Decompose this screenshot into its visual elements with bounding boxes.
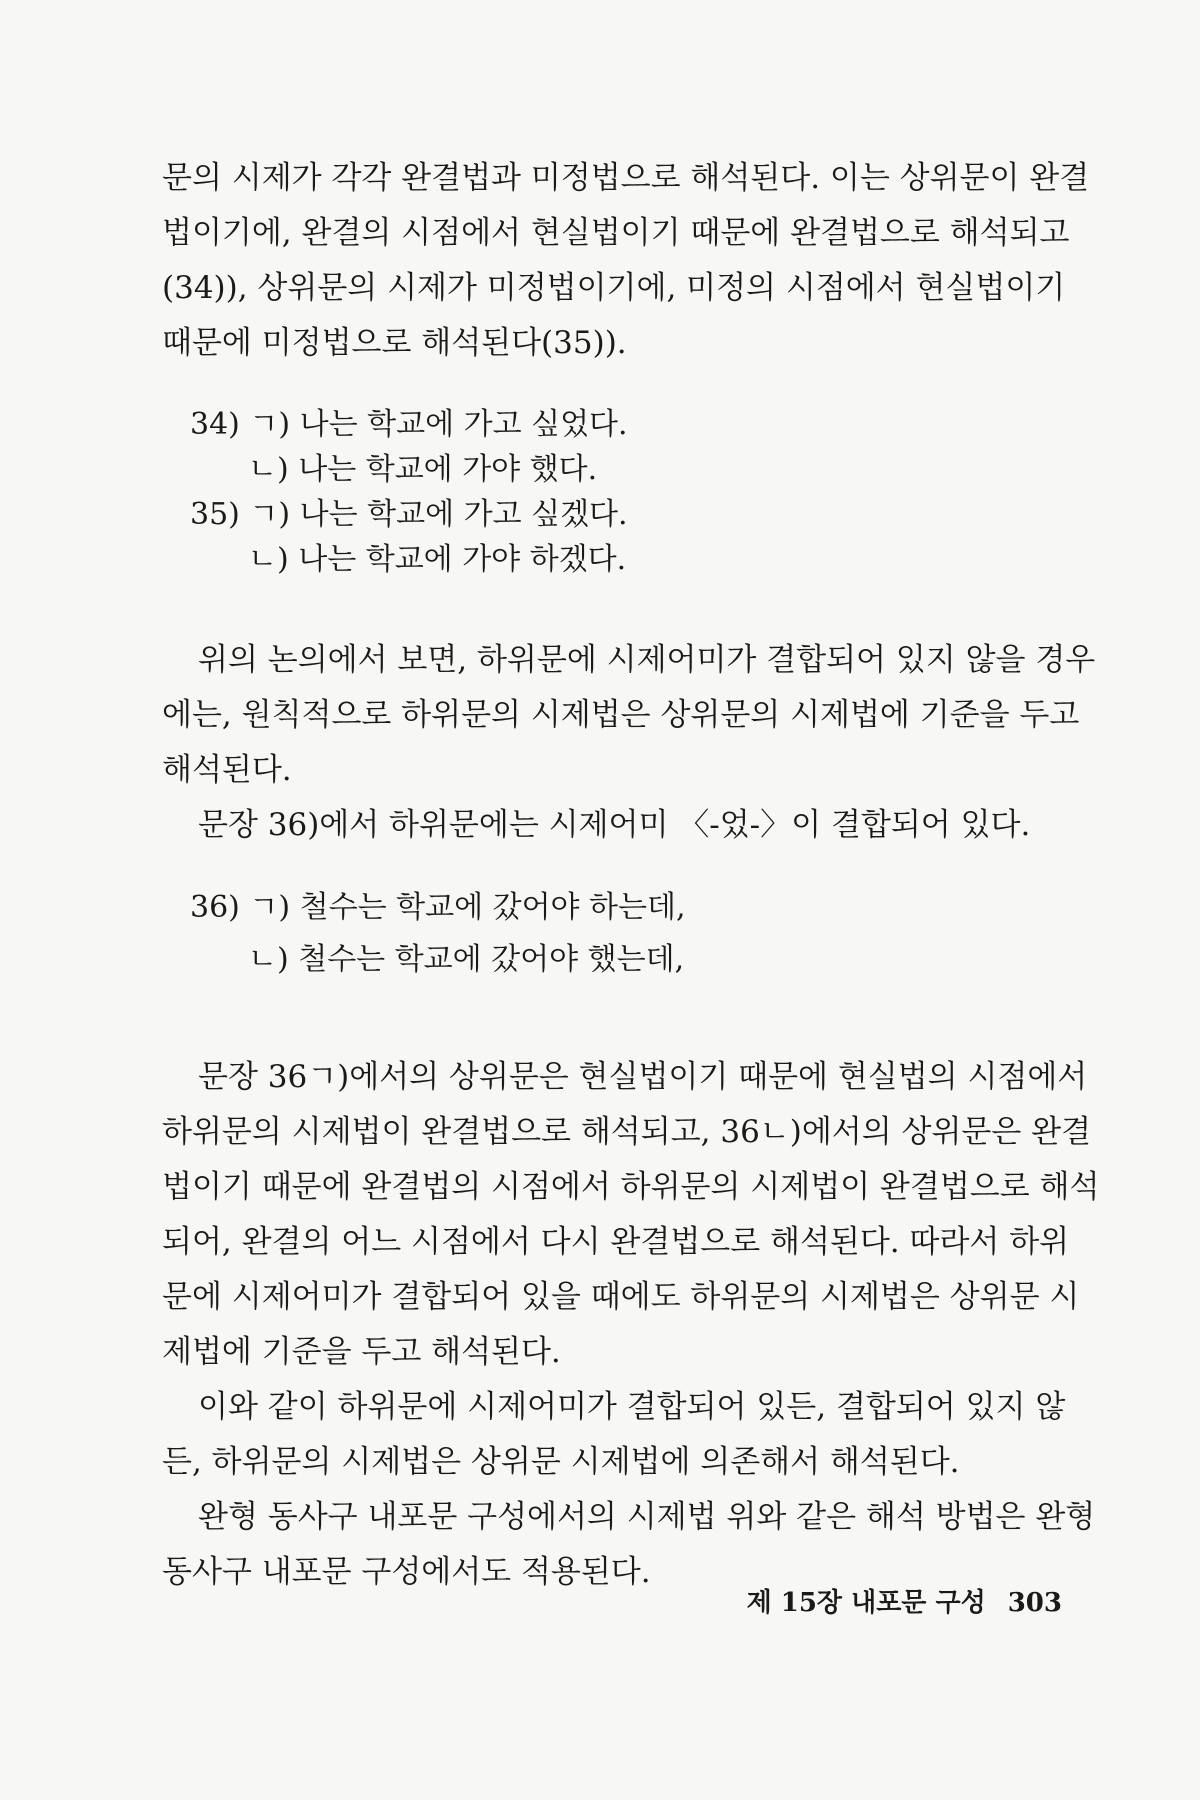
page-number: 303 xyxy=(1007,1588,1062,1618)
text-line: 법이기 때문에 완결법의 시점에서 하위문의 시제법이 완결법으로 해석 xyxy=(162,1169,1100,1205)
text-line: 문장 36ㄱ)에서의 상위문은 현실법이기 때문에 현실법의 시점에서 xyxy=(198,1059,1088,1095)
text-line: 때문에 미정법으로 해석된다(35)). xyxy=(162,325,627,361)
text-line: 문의 시제가 각각 완결법과 미정법으로 해석된다. 이는 상위문이 완결 xyxy=(162,160,1090,196)
chapter-title: 제 15장 내포문 구성 xyxy=(746,1588,986,1618)
text-line: 되어, 완결의 어느 시점에서 다시 완결법으로 해석된다. 따라서 하위 xyxy=(162,1224,1070,1260)
text-line: 해석된다. xyxy=(162,752,292,788)
example-line: 36) ㄱ) 철수는 학교에 갔어야 하는데, xyxy=(190,890,686,925)
text-line: 이와 같이 하위문에 시제어미가 결합되어 있든, 결합되어 있지 않 xyxy=(198,1389,1066,1425)
text-line: 에는, 원칙적으로 하위문의 시제법은 상위문의 시제법에 기준을 두고 xyxy=(162,697,1080,733)
text-line: 동사구 내포문 구성에서도 적용된다. xyxy=(162,1554,651,1590)
text-line: 든, 하위문의 시제법은 상위문 시제법에 의존해서 해석된다. xyxy=(162,1444,960,1480)
example-line: 35) ㄱ) 나는 학교에 가고 싶겠다. xyxy=(190,497,628,532)
text-line: 문장 36)에서 하위문에는 시제어미 〈-었-〉이 결합되어 있다. xyxy=(198,807,1031,843)
text-line: 위의 논의에서 보면, 하위문에 시제어미가 결합되어 있지 않을 경우 xyxy=(198,642,1096,678)
text-line: 하위문의 시제법이 완결법으로 해석되고, 36ㄴ)에서의 상위문은 완결 xyxy=(162,1114,1092,1150)
example-line: ㄴ) 철수는 학교에 갔어야 했는데, xyxy=(248,942,685,977)
example-line: ㄴ) 나는 학교에 가야 했다. xyxy=(248,452,598,487)
text-line: 법이기에, 완결의 시점에서 현실법이기 때문에 완결법으로 해석되고 xyxy=(162,215,1070,251)
page-footer xyxy=(747,1582,1062,1619)
text-line: 제법에 기준을 두고 해석된다. xyxy=(162,1334,561,1370)
example-line: 34) ㄱ) 나는 학교에 가고 싶었다. xyxy=(190,407,628,442)
text-line: 완형 동사구 내포문 구성에서의 시제법 위와 같은 해석 방법은 완형 xyxy=(198,1499,1096,1535)
text-line: 문에 시제어미가 결합되어 있을 때에도 하위문의 시제법은 상위문 시 xyxy=(162,1279,1080,1315)
example-line: ㄴ) 나는 학교에 가야 하겠다. xyxy=(248,542,627,577)
text-line: (34)), 상위문의 시제가 미정법이기에, 미정의 시점에서 현실법이기 xyxy=(162,270,1066,306)
